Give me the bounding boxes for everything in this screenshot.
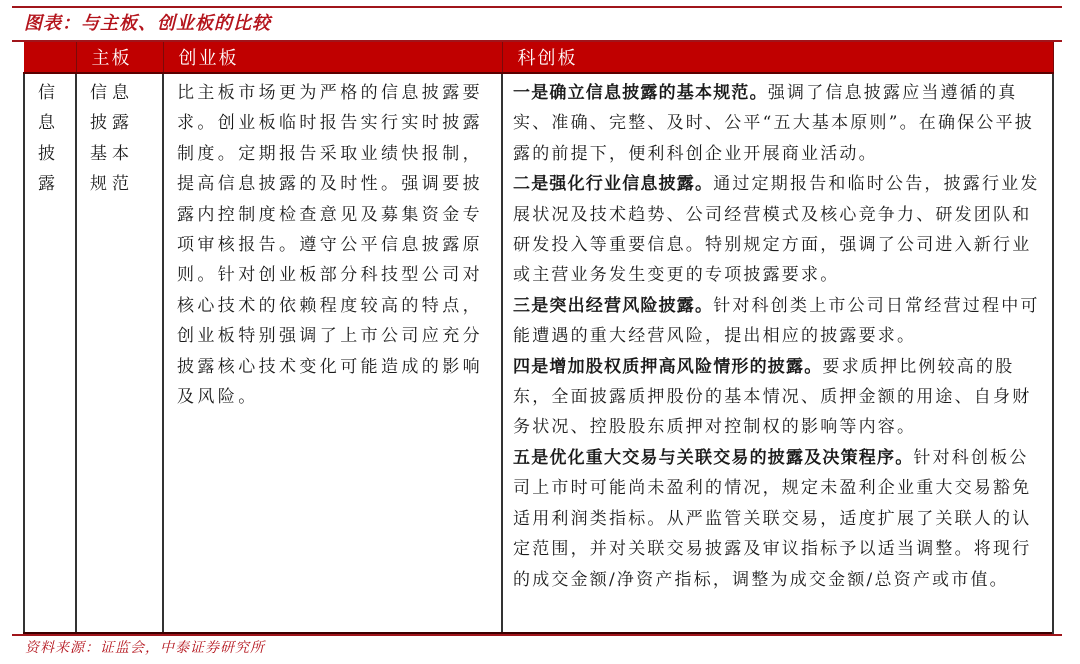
category-char: 信 [38,83,55,103]
point-body: 强调了信息披露应当遵循的真实、准确、完整、及时、公平“五大基本原则”。在确保公平披露的前提下，便利科创企业开展商业活动。 [513,83,1034,164]
header-gem-board: 创业板 [163,42,502,73]
header-category [24,42,76,73]
cell-category [24,73,76,634]
star-point-2 [513,169,1044,291]
category-char: 露 [38,174,55,195]
star-point-5 [513,443,1044,595]
cell-gem-board: 比主板市场更为严格的信息披露要求。创业板临时报告实行实时披露制度。定期报告采取业绩快报制，提高信息披露的及时性。强调要披露内控制度检查意见及募集资金专项审核报告。遵守公平信息披露原则。针对创业板部分科技型公司对核心技术的依赖程度较高的特点，创业板特别强调了上市公司应充分披露核心技术变化可能造成的影响及风险。 [163,73,502,634]
top-rule [12,6,1062,8]
bottom-rule [12,634,1062,636]
star-point-3 [513,291,1044,352]
header-star-board: 科创板 [502,42,1053,73]
table-row [24,73,1053,634]
point-heading: 五是优化重大交易与关联交易的披露及决策程序。 [513,447,914,468]
point-heading: 四是增加股权质押高风险情形的披露。 [513,356,823,377]
header-main-board: 主板 [76,42,163,73]
point-body: 通过定期报告和临时公告，披露行业发展状况及技术趋势、公司经营模式及核心竞争力、研发团队和研发投入等重要信息。特别规定方面，强调了公司进入新行业或主营业务发生变更的专项披露要求。 [513,174,1040,286]
point-body: 要求质押比例较高的股东，全面披露质押股份的基本情况、质押金额的用途、自身财务状况、控股股东质押对控制权的影响等内容。 [513,356,1032,438]
comparison-table [23,42,1054,634]
star-point-1 [513,78,1044,169]
source-note: 资料来源：证监会，中泰证券研究所 [25,640,265,656]
point-heading: 三是突出经营风险披露。 [513,295,714,316]
category-char: 息 [38,113,55,134]
point-heading: 一是确立信息披露的基本规范。 [513,83,768,103]
category-char: 披 [38,143,55,164]
cell-main-board: 信息披露基本规范 [76,73,163,634]
cell-star-board [502,73,1053,634]
point-heading: 二是强化行业信息披露。 [513,174,714,195]
point-body: 针对科创板公司上市时可能尚未盈利的情况，规定未盈利企业重大交易豁免适用利润类指标。从严监管关联交易，适度扩展了关联人的认定范围，并对关联交易披露及审议指标予以适当调整。将现行的成交金额/净资产指标，调整为成交金额/总资产或市值。 [513,447,1032,590]
point-body: 针对科创类上市公司日常经营过程中可能遭遇的重大经营风险，提出相应的披露要求。 [513,295,1040,347]
table-header-row [24,42,1053,73]
figure-title: 图表：与主板、创业板的比较 [24,13,271,34]
star-point-4 [513,352,1044,443]
